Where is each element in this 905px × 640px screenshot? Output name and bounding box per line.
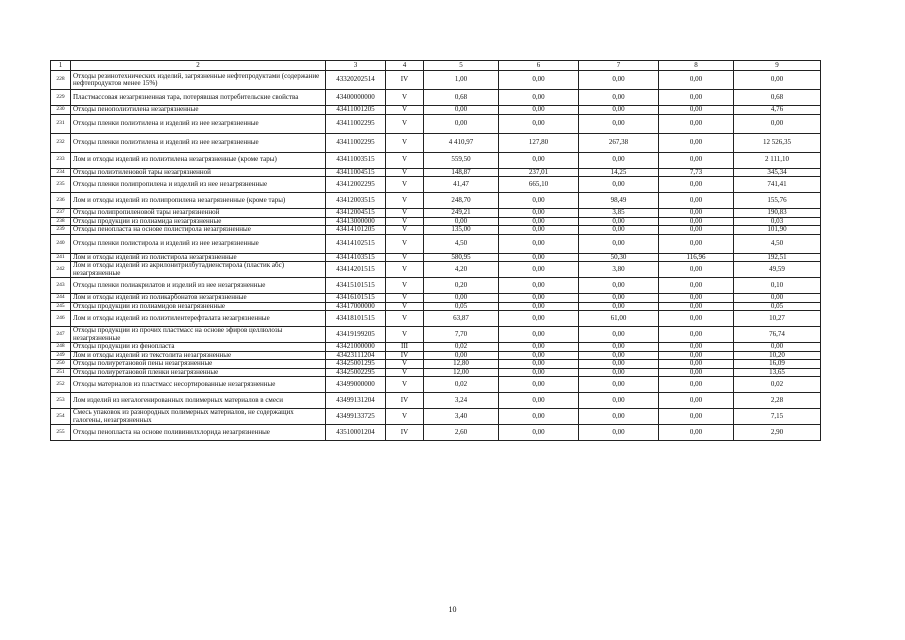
waste-code: 43499000000 xyxy=(326,377,386,393)
table-row xyxy=(51,262,821,278)
value-col9: 0,02 xyxy=(734,377,821,393)
hazard-class: V xyxy=(386,152,424,168)
value-col8: 0,00 xyxy=(659,409,734,425)
value-col9: 13,65 xyxy=(734,368,821,377)
table-row xyxy=(51,278,821,294)
row-number: 246 xyxy=(51,311,71,327)
table-row xyxy=(51,90,821,106)
value-col9: 190,83 xyxy=(734,209,821,218)
hazard-class: V xyxy=(386,409,424,425)
waste-code: 43425001295 xyxy=(326,360,386,369)
row-number: 240 xyxy=(51,234,71,253)
hazard-class: V xyxy=(386,217,424,226)
waste-name: Отходы продукции из фенопласта xyxy=(71,343,326,352)
table-row xyxy=(51,351,821,360)
hazard-class: V xyxy=(386,327,424,343)
value-col6: 0,00 xyxy=(499,377,579,393)
value-col6: 0,00 xyxy=(499,393,579,409)
value-col8: 0,00 xyxy=(659,368,734,377)
hazard-class: III xyxy=(386,343,424,352)
waste-name: Смесь упаковок из разнородных полимерных материалов, не содержащих галогены, незагрязненных xyxy=(71,409,326,425)
value-col8: 0,00 xyxy=(659,209,734,218)
waste-code: 43411002295 xyxy=(326,133,386,152)
waste-name: Отходы пленки полиэтилена и изделий из нее незагрязненные xyxy=(71,114,326,133)
waste-name: Отходы полипропиленовой тары незагрязненной xyxy=(71,209,326,218)
waste-name: Отходы пенополиэтилена незагрязненные xyxy=(71,106,326,115)
value-col9: 0,68 xyxy=(734,90,821,106)
row-number: 247 xyxy=(51,327,71,343)
value-col6: 0,00 xyxy=(499,294,579,303)
waste-name: Отходы пленки полистирола и изделий из нее незагрязненные xyxy=(71,234,326,253)
value-col8: 0,00 xyxy=(659,327,734,343)
row-number: 238 xyxy=(51,217,71,226)
waste-name: Лом и отходы изделий из полистирола незагрязненные xyxy=(71,253,326,262)
value-col7: 3,80 xyxy=(579,262,659,278)
value-col5: 4,20 xyxy=(424,262,499,278)
column-header: 6 xyxy=(499,61,579,71)
value-col8: 0,00 xyxy=(659,343,734,352)
waste-code: 43421000000 xyxy=(326,343,386,352)
table-row xyxy=(51,368,821,377)
value-col9: 2,90 xyxy=(734,425,821,441)
row-number: 245 xyxy=(51,302,71,311)
value-col5: 0,00 xyxy=(424,114,499,133)
value-col7: 14,25 xyxy=(579,168,659,177)
value-col5: 4 410,97 xyxy=(424,133,499,152)
value-col5: 0,05 xyxy=(424,302,499,311)
hazard-class: V xyxy=(386,193,424,209)
waste-code: 43414103515 xyxy=(326,253,386,262)
row-number: 230 xyxy=(51,106,71,115)
value-col8: 0,00 xyxy=(659,90,734,106)
row-number: 237 xyxy=(51,209,71,218)
value-col5: 135,00 xyxy=(424,226,499,235)
value-col7: 0,00 xyxy=(579,425,659,441)
value-col5: 41,47 xyxy=(424,177,499,193)
table-row xyxy=(51,133,821,152)
hazard-class: V xyxy=(386,262,424,278)
value-col9: 192,51 xyxy=(734,253,821,262)
value-col9: 741,41 xyxy=(734,177,821,193)
hazard-class: V xyxy=(386,209,424,218)
waste-code: 43411003515 xyxy=(326,152,386,168)
value-col9: 0,05 xyxy=(734,302,821,311)
hazard-class: V xyxy=(386,253,424,262)
value-col9: 76,74 xyxy=(734,327,821,343)
value-col6: 0,00 xyxy=(499,209,579,218)
waste-code: 43411004515 xyxy=(326,168,386,177)
value-col8: 0,00 xyxy=(659,425,734,441)
waste-code: 43499131204 xyxy=(326,393,386,409)
waste-code: 43419199205 xyxy=(326,327,386,343)
value-col7: 0,00 xyxy=(579,90,659,106)
value-col9: 16,09 xyxy=(734,360,821,369)
value-col5: 0,00 xyxy=(424,351,499,360)
hazard-class: IV xyxy=(386,71,424,90)
value-col5: 12,00 xyxy=(424,368,499,377)
value-col9: 0,00 xyxy=(734,343,821,352)
value-col7: 0,00 xyxy=(579,278,659,294)
value-col5: 0,20 xyxy=(424,278,499,294)
row-number: 253 xyxy=(51,393,71,409)
value-col6: 0,00 xyxy=(499,351,579,360)
table-row xyxy=(51,393,821,409)
row-number: 252 xyxy=(51,377,71,393)
value-col8: 0,00 xyxy=(659,262,734,278)
table-row xyxy=(51,168,821,177)
value-col9: 12 526,35 xyxy=(734,133,821,152)
value-col6: 0,00 xyxy=(499,368,579,377)
value-col8: 0,00 xyxy=(659,152,734,168)
value-col7: 0,00 xyxy=(579,106,659,115)
row-number: 244 xyxy=(51,294,71,303)
waste-name: Отходы пленки полиэтилена и изделий из нее незагрязненные xyxy=(71,133,326,152)
column-header: 2 xyxy=(71,61,326,71)
value-col8: 0,00 xyxy=(659,393,734,409)
value-col9: 345,34 xyxy=(734,168,821,177)
hazard-class: V xyxy=(386,294,424,303)
value-col7: 0,00 xyxy=(579,152,659,168)
value-col8: 0,00 xyxy=(659,311,734,327)
hazard-class: IV xyxy=(386,351,424,360)
value-col9: 0,00 xyxy=(734,71,821,90)
value-col7: 0,00 xyxy=(579,302,659,311)
waste-name: Отходы материалов из пластмасс несортированные незагрязненные xyxy=(71,377,326,393)
value-col5: 2,60 xyxy=(424,425,499,441)
value-col5: 3,24 xyxy=(424,393,499,409)
row-number: 243 xyxy=(51,278,71,294)
hazard-class: V xyxy=(386,106,424,115)
value-col6: 0,00 xyxy=(499,234,579,253)
value-col5: 0,00 xyxy=(424,106,499,115)
value-col9: 0,00 xyxy=(734,294,821,303)
row-number: 236 xyxy=(51,193,71,209)
value-col7: 0,00 xyxy=(579,393,659,409)
value-col8: 0,00 xyxy=(659,234,734,253)
waste-name: Лом и отходы изделий из полипропилена незагрязненные (кроме тары) xyxy=(71,193,326,209)
row-number: 235 xyxy=(51,177,71,193)
waste-code: 43415101515 xyxy=(326,278,386,294)
hazard-class: IV xyxy=(386,393,424,409)
hazard-class: V xyxy=(386,278,424,294)
row-number: 248 xyxy=(51,343,71,352)
row-number: 233 xyxy=(51,152,71,168)
value-col7: 0,00 xyxy=(579,71,659,90)
table-row xyxy=(51,152,821,168)
hazard-class: V xyxy=(386,360,424,369)
value-col6: 0,00 xyxy=(499,217,579,226)
table-row xyxy=(51,106,821,115)
value-col8: 0,00 xyxy=(659,71,734,90)
value-col7: 0,00 xyxy=(579,226,659,235)
column-header: 1 xyxy=(51,61,71,71)
waste-code: 43417000000 xyxy=(326,302,386,311)
table-row xyxy=(51,253,821,262)
hazard-class: V xyxy=(386,311,424,327)
value-col5: 12,80 xyxy=(424,360,499,369)
row-number: 251 xyxy=(51,368,71,377)
table-row xyxy=(51,360,821,369)
value-col7: 98,49 xyxy=(579,193,659,209)
row-number: 239 xyxy=(51,226,71,235)
table-row xyxy=(51,302,821,311)
value-col7: 61,00 xyxy=(579,311,659,327)
row-number: 231 xyxy=(51,114,71,133)
waste-name: Отходы продукции из полиамида незагрязненные xyxy=(71,217,326,226)
row-number: 254 xyxy=(51,409,71,425)
waste-name: Лом и отходы изделий из текстолита незагрязненные xyxy=(71,351,326,360)
table-row xyxy=(51,71,821,90)
hazard-class: V xyxy=(386,114,424,133)
value-col5: 4,50 xyxy=(424,234,499,253)
waste-name: Отходы резинотехнических изделий, загрязненные нефтепродуктами (содержание нефтепродуктов менее 15%) xyxy=(71,71,326,90)
value-col6: 0,00 xyxy=(499,278,579,294)
value-col8: 0,00 xyxy=(659,133,734,152)
hazard-class: IV xyxy=(386,425,424,441)
table-row xyxy=(51,177,821,193)
waste-name: Отходы пленки полипропилена и изделий из нее незагрязненные xyxy=(71,177,326,193)
value-col6: 0,00 xyxy=(499,193,579,209)
value-col6: 0,00 xyxy=(499,425,579,441)
value-col5: 0,02 xyxy=(424,343,499,352)
value-col9: 101,90 xyxy=(734,226,821,235)
value-col8: 0,00 xyxy=(659,294,734,303)
waste-code: 43414102515 xyxy=(326,234,386,253)
value-col7: 0,00 xyxy=(579,409,659,425)
value-col7: 267,38 xyxy=(579,133,659,152)
waste-name: Пластмассовая незагрязненная тара, потерявшая потребительские свойства xyxy=(71,90,326,106)
row-number: 241 xyxy=(51,253,71,262)
hazard-class: V xyxy=(386,90,424,106)
value-col6: 0,00 xyxy=(499,253,579,262)
waste-code: 43499133725 xyxy=(326,409,386,425)
value-col7: 0,00 xyxy=(579,343,659,352)
value-col5: 580,95 xyxy=(424,253,499,262)
value-col5: 7,70 xyxy=(424,327,499,343)
table-row xyxy=(51,377,821,393)
header-row xyxy=(51,61,821,71)
hazard-class: V xyxy=(386,226,424,235)
value-col6: 0,00 xyxy=(499,71,579,90)
waste-name: Отходы полиэтиленовой тары незагрязненной xyxy=(71,168,326,177)
waste-code: 43418101515 xyxy=(326,311,386,327)
value-col5: 249,21 xyxy=(424,209,499,218)
value-col7: 0,00 xyxy=(579,114,659,133)
waste-name: Отходы полиуретановой пены незагрязненные xyxy=(71,360,326,369)
waste-code: 43413000000 xyxy=(326,217,386,226)
waste-code: 43425002295 xyxy=(326,368,386,377)
value-col9: 2 111,10 xyxy=(734,152,821,168)
hazard-class: V xyxy=(386,234,424,253)
value-col5: 248,70 xyxy=(424,193,499,209)
table-row xyxy=(51,226,821,235)
column-header: 9 xyxy=(734,61,821,71)
value-col5: 0,68 xyxy=(424,90,499,106)
value-col6: 0,00 xyxy=(499,226,579,235)
value-col9: 49,59 xyxy=(734,262,821,278)
value-col6: 0,00 xyxy=(499,106,579,115)
row-number: 232 xyxy=(51,133,71,152)
table-row xyxy=(51,114,821,133)
value-col6: 0,00 xyxy=(499,343,579,352)
waste-name: Лом и отходы изделий из акрилонитрилбутадиенстирола (пластик абс) незагрязненные xyxy=(71,262,326,278)
value-col5: 0,00 xyxy=(424,294,499,303)
value-col8: 0,00 xyxy=(659,360,734,369)
value-col7: 0,00 xyxy=(579,177,659,193)
value-col9: 10,27 xyxy=(734,311,821,327)
hazard-class: V xyxy=(386,302,424,311)
waste-name: Лом и отходы изделий из полиэтилена незагрязненные (кроме тары) xyxy=(71,152,326,168)
table-row xyxy=(51,209,821,218)
value-col8: 0,00 xyxy=(659,114,734,133)
value-col9: 2,28 xyxy=(734,393,821,409)
value-col6: 237,01 xyxy=(499,168,579,177)
value-col9: 4,76 xyxy=(734,106,821,115)
column-header: 3 xyxy=(326,61,386,71)
hazard-class: V xyxy=(386,133,424,152)
value-col6: 0,00 xyxy=(499,90,579,106)
waste-name: Отходы пленки полиакрилатов и изделий из нее незагрязненные xyxy=(71,278,326,294)
value-col8: 0,00 xyxy=(659,302,734,311)
value-col7: 50,30 xyxy=(579,253,659,262)
table-row xyxy=(51,193,821,209)
waste-name: Отходы продукции из полиамидов незагрязненные xyxy=(71,302,326,311)
row-number: 255 xyxy=(51,425,71,441)
row-number: 249 xyxy=(51,351,71,360)
value-col9: 0,03 xyxy=(734,217,821,226)
waste-name: Отходы продукции из прочих пластмасс на основе эфиров целлюлозы незагрязненные xyxy=(71,327,326,343)
waste-code: 43414201515 xyxy=(326,262,386,278)
value-col8: 0,00 xyxy=(659,351,734,360)
waste-name: Отходы пенопласта на основе поливинилхлорида незагрязненные xyxy=(71,425,326,441)
row-number: 234 xyxy=(51,168,71,177)
value-col8: 0,00 xyxy=(659,193,734,209)
waste-name: Лом и отходы изделий из полиэтилентерефталата незагрязненные xyxy=(71,311,326,327)
value-col8: 0,00 xyxy=(659,278,734,294)
row-number: 250 xyxy=(51,360,71,369)
column-header: 7 xyxy=(579,61,659,71)
value-col7: 0,00 xyxy=(579,377,659,393)
value-col6: 0,00 xyxy=(499,262,579,278)
value-col6: 0,00 xyxy=(499,114,579,133)
value-col7: 0,00 xyxy=(579,368,659,377)
value-col6: 0,00 xyxy=(499,327,579,343)
hazard-class: V xyxy=(386,168,424,177)
value-col8: 0,00 xyxy=(659,106,734,115)
row-number: 229 xyxy=(51,90,71,106)
waste-code: 43414101205 xyxy=(326,226,386,235)
value-col9: 10,20 xyxy=(734,351,821,360)
value-col5: 3,40 xyxy=(424,409,499,425)
value-col7: 0,00 xyxy=(579,327,659,343)
value-col6: 127,80 xyxy=(499,133,579,152)
value-col9: 0,10 xyxy=(734,278,821,294)
waste-code: 43411002295 xyxy=(326,114,386,133)
waste-code: 43400000000 xyxy=(326,90,386,106)
value-col5: 63,87 xyxy=(424,311,499,327)
waste-code: 43423111204 xyxy=(326,351,386,360)
waste-code: 43320202514 xyxy=(326,71,386,90)
hazard-class: V xyxy=(386,377,424,393)
row-number: 242 xyxy=(51,262,71,278)
value-col9: 0,00 xyxy=(734,114,821,133)
table-row xyxy=(51,294,821,303)
column-header: 5 xyxy=(424,61,499,71)
value-col5: 559,50 xyxy=(424,152,499,168)
page-number: 10 xyxy=(448,605,457,614)
value-col5: 0,02 xyxy=(424,377,499,393)
value-col6: 0,00 xyxy=(499,409,579,425)
waste-code: 43416101515 xyxy=(326,294,386,303)
row-number: 228 xyxy=(51,71,71,90)
value-col7: 0,00 xyxy=(579,360,659,369)
value-col7: 0,00 xyxy=(579,217,659,226)
waste-code: 43412002295 xyxy=(326,177,386,193)
value-col6: 0,00 xyxy=(499,360,579,369)
table-row xyxy=(51,311,821,327)
value-col9: 4,50 xyxy=(734,234,821,253)
column-header: 8 xyxy=(659,61,734,71)
value-col7: 0,00 xyxy=(579,351,659,360)
hazard-class: V xyxy=(386,177,424,193)
waste-name: Отходы пенопласта на основе полистирола незагрязненные xyxy=(71,226,326,235)
waste-code: 43412003515 xyxy=(326,193,386,209)
waste-name: Отходы полиуретановой пленки незагрязненные xyxy=(71,368,326,377)
waste-code: 43412004515 xyxy=(326,209,386,218)
waste-code: 43411001205 xyxy=(326,106,386,115)
waste-name: Лом и отходы изделий из поликарбонатов незагрязненные xyxy=(71,294,326,303)
table-row xyxy=(51,425,821,441)
value-col7: 3,85 xyxy=(579,209,659,218)
value-col6: 0,00 xyxy=(499,152,579,168)
waste-code: 43510001204 xyxy=(326,425,386,441)
value-col8: 0,00 xyxy=(659,226,734,235)
value-col6: 665,10 xyxy=(499,177,579,193)
value-col5: 1,00 xyxy=(424,71,499,90)
table-row xyxy=(51,343,821,352)
value-col7: 0,00 xyxy=(579,234,659,253)
value-col5: 0,00 xyxy=(424,217,499,226)
value-col8: 116,96 xyxy=(659,253,734,262)
value-col7: 0,00 xyxy=(579,294,659,303)
table-row xyxy=(51,234,821,253)
waste-table xyxy=(50,60,821,441)
waste-name: Лом изделий из негалогенированных полимерных материалов в смеси xyxy=(71,393,326,409)
value-col6: 0,00 xyxy=(499,311,579,327)
value-col6: 0,00 xyxy=(499,302,579,311)
value-col8: 0,00 xyxy=(659,377,734,393)
value-col8: 0,00 xyxy=(659,177,734,193)
column-header: 4 xyxy=(386,61,424,71)
table-row xyxy=(51,217,821,226)
value-col8: 7,73 xyxy=(659,168,734,177)
table-row xyxy=(51,409,821,425)
value-col9: 7,15 xyxy=(734,409,821,425)
table-row xyxy=(51,327,821,343)
value-col5: 148,87 xyxy=(424,168,499,177)
value-col9: 155,76 xyxy=(734,193,821,209)
value-col8: 0,00 xyxy=(659,217,734,226)
hazard-class: V xyxy=(386,368,424,377)
